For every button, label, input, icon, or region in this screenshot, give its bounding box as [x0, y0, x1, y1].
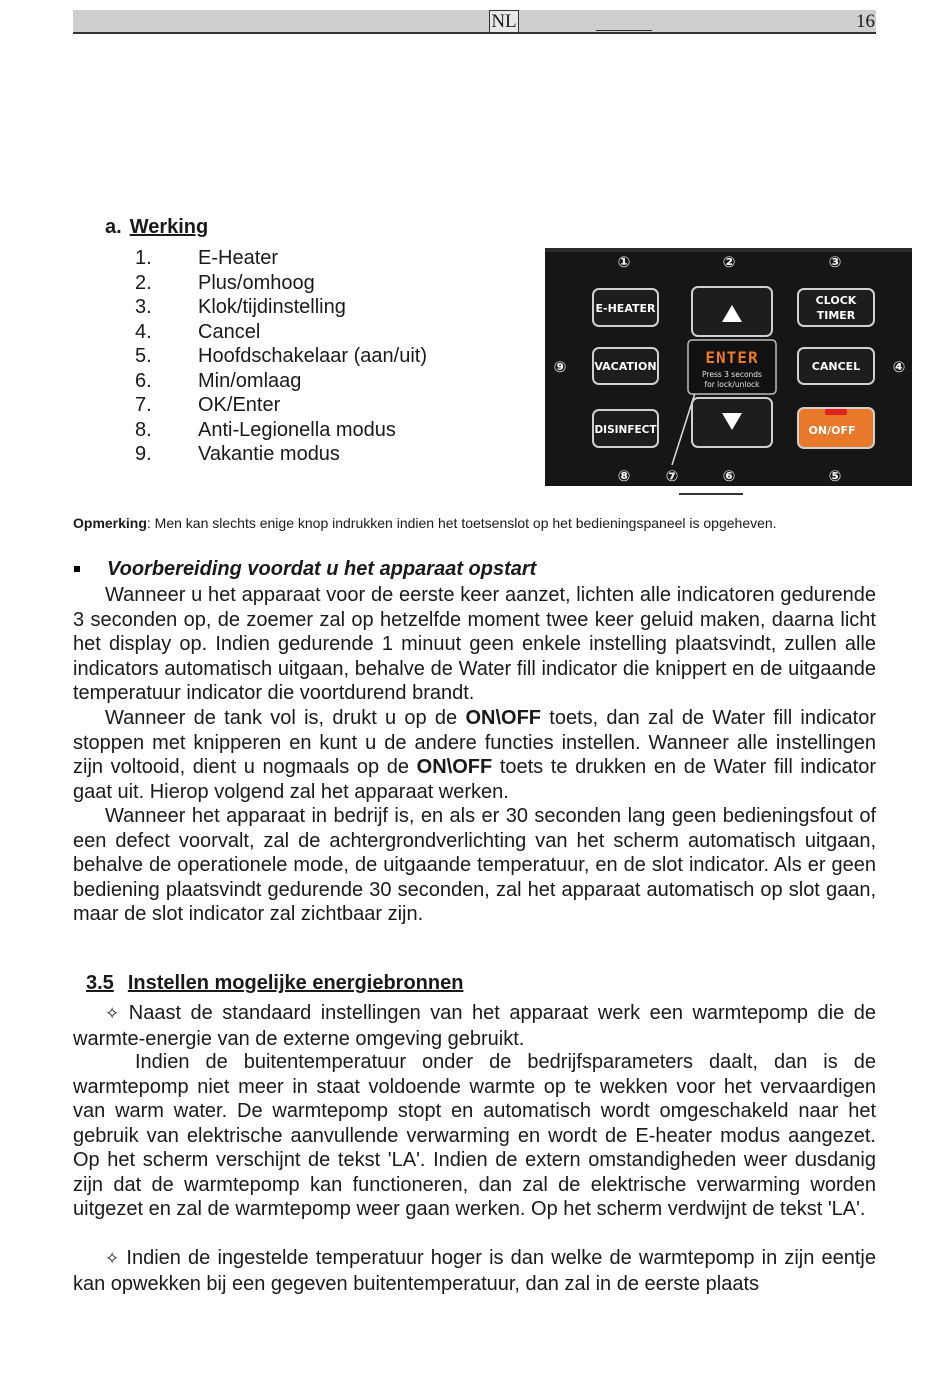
power-indicator-led [825, 409, 847, 415]
prep-paragraph-3: Wanneer het apparaat in bedrijf is, en als er 30 seconden lang geen bedieningsfout of een defect voorvalt, zal de achtergrondverlichting van het scherm automatisch uitgaan, behalve de operationele mode, de uitgaande temperatuur, en de slot indicator. Als er geen bediening plaatsvindt gedurende 30 seconden, zal het apparaat automatisch op slot gaan, maar de slot indicator zal zichtbaar zijn. [73, 805, 876, 925]
note [73, 515, 777, 531]
clock-label: CLOCK [815, 294, 857, 307]
section-a-heading [105, 216, 208, 239]
legend-item: 2. Plus/omhoog [135, 271, 315, 294]
legend-item: 9. Vakantie modus [135, 443, 340, 465]
vacation-label: VACATION [594, 360, 657, 373]
note-label: Opmerking [73, 515, 147, 531]
bullet-square-icon [74, 566, 80, 572]
legend-item: 8. Anti-Legionella modus [135, 418, 396, 441]
section-title: Instellen mogelijke energiebronnen [127, 972, 464, 994]
legend-item: 6. Min/omlaag [135, 369, 302, 392]
legend-item: 3. Klok/tijdinstelling [135, 296, 346, 318]
section-a-letter: a. [105, 216, 122, 238]
section-3-5-heading [86, 972, 463, 995]
section-number: 3.5 [86, 972, 114, 994]
callout-4: ④ [892, 358, 906, 376]
sec35-paragraph-1: ✧ Naast de standaard instellingen van het apparaat werk een warmtepomp die de warmte-energie van de externe omgeving gebruikt. [73, 1002, 876, 1050]
on-off-key-ref: ON\OFF [465, 707, 541, 729]
timer-label: TIMER [816, 309, 856, 322]
e-heater-label: E-HEATER [595, 302, 656, 315]
section-a-title: Werking [129, 216, 209, 238]
page-number: 16 [856, 11, 875, 32]
prep-paragraph-2: Wanneer de tank vol is, drukt u op de ON\OFF toets, dan zal de Water fill indicator stoppen met knipperen en kunt u de andere functies instellen. Wanneer alle instellingen zijn voltooid, dient u nogmaals op de ON\OFF toets te drukken en de Water fill indicator gaat uit. Hierop volgend zal het apparaat werken. [73, 707, 877, 803]
disinfect-label: DISINFECT [594, 424, 657, 436]
callout-2: ② [722, 253, 736, 271]
callout-7: ⑦ [665, 467, 679, 485]
prep-heading: Voorbereiding voordat u het apparaat opstart [107, 558, 537, 580]
callout-6: ⑥ [722, 467, 736, 485]
sec35-paragraph-2: Indien de buitentemperatuur onder de bedrijfsparameters daalt, dan is de warmtepomp niet meer in staat voldoende warmte op te wekken voor het vervaardigen van warm water. De warmtepomp stopt en automatisch wordt omgeschakeld naar het gebruik van elektrische aanvullende verwarming en wordt de E-heater modus aangezet. Op het scherm verschijnt de tekst 'LA'. Indien de extern omstandigheden weer dusdanig zijn dat de warmtepomp kan functioneren, dan zal de elektrische verwarming worden uitgezet en zal de warmtepomp weer gaan werken. Op het scherm verdwijnt de tekst 'LA'. [73, 1051, 876, 1220]
callout-9: ⑨ [553, 358, 567, 376]
prep-paragraph-1: Wanneer u het apparaat voor de eerste keer aanzet, lichten alle indicatoren gedurende 3 seconden op, de zoemer zal op hetzelfde moment twee keer geluid maken, daarna licht het display op. Indien gedurende 1 minuut geen enkele instelling plaatsvindt, zullen alle indicators automatisch uitgaan, behalve de Water fill indicator die knippert en de uitgaande temperatuur indicator die voortdurend brandt. [73, 584, 876, 704]
on-off-key-ref: ON\OFF [416, 756, 493, 778]
callout-5: ⑤ [828, 467, 842, 485]
enter-label: ENTER [705, 348, 759, 367]
header-bar [73, 10, 876, 34]
note-text: : Men kan slechts enige knop indrukken indien het toetsenslot op het bedieningspaneel is opgeheven. [146, 515, 777, 531]
header-rule [596, 30, 652, 31]
legend-item: 4. Cancel [135, 320, 261, 343]
callout-1: ① [617, 253, 631, 271]
callout-8: ⑧ [617, 467, 631, 485]
diamond-bullet-icon: ✧ [105, 1004, 120, 1024]
cancel-label: CANCEL [811, 360, 861, 373]
legend-item: 1. E-Heater [135, 247, 279, 269]
enter-hint-line1: Press 3 seconds [702, 370, 762, 379]
callout-3: ③ [828, 253, 842, 271]
diamond-bullet-icon: ✧ [105, 1249, 120, 1269]
sec35-paragraph-3: ✧ Indien de ingestelde temperatuur hoger is dan welke de warmtepomp in zijn eentje kan opwekken bij een gegeven buitentemperatuur, dan zal in de eerste plaats [73, 1247, 876, 1295]
legend-item: 7. OK/Enter [135, 394, 281, 416]
language-code: NL [489, 10, 519, 32]
on-off-label: ON/OFF [808, 424, 856, 437]
panel-underline [679, 493, 743, 495]
control-panel-image [545, 248, 912, 486]
legend-item: 5. Hoofdschakelaar (aan/uit) [135, 345, 428, 367]
enter-hint-line2: for lock/unlock [704, 380, 760, 389]
button-legend [135, 246, 427, 467]
